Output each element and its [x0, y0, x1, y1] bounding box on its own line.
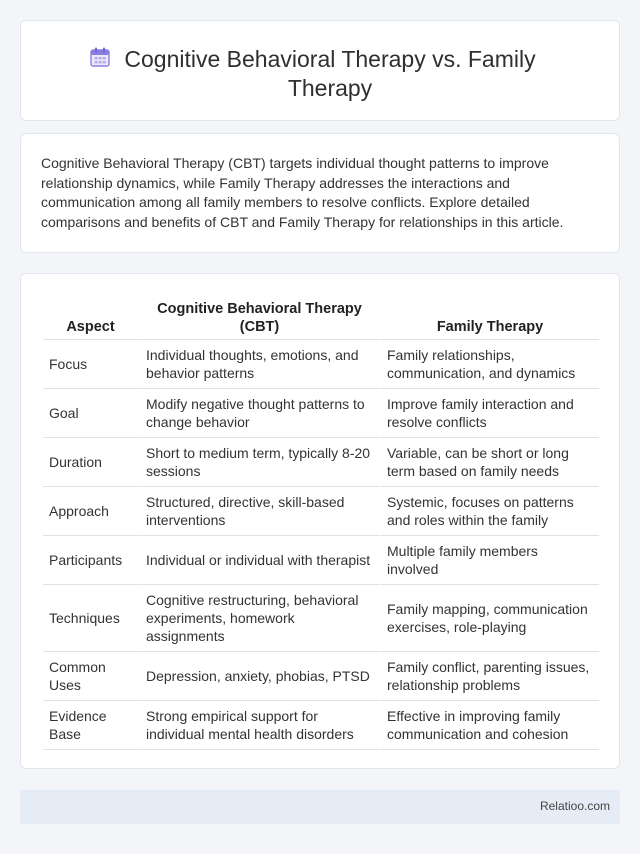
- table-row: [43, 438, 599, 487]
- header-card: [20, 20, 620, 121]
- row-cbt: Structured, directive, skill-based interventions: [138, 487, 379, 536]
- row-cbt: Individual or individual with therapist: [138, 536, 379, 585]
- table-row: [43, 487, 599, 536]
- row-aspect: Techniques: [43, 585, 138, 652]
- row-family: Systemic, focuses on patterns and roles within the family: [379, 487, 599, 536]
- table-row: [43, 340, 599, 389]
- row-family: Variable, can be short or long term based on family needs: [379, 438, 599, 487]
- row-cbt: Cognitive restructuring, behavioral experiments, homework assignments: [138, 585, 379, 652]
- row-family: Effective in improving family communication and cohesion: [379, 701, 599, 750]
- row-aspect: Duration: [43, 438, 138, 487]
- header-cbt: Cognitive Behavioral Therapy (CBT): [138, 296, 379, 340]
- table-row: [43, 652, 599, 701]
- row-family: Family conflict, parenting issues, relationship problems: [379, 652, 599, 701]
- table-row: [43, 389, 599, 438]
- intro-text: Cognitive Behavioral Therapy (CBT) targets individual thought patterns to improve relationship dynamics, while Family Therapy addresses the interactions and communication among all family members to resolve conflicts. Explore detailed comparisons and benefits of CBT and Family Therapy for relationships in this article.: [41, 155, 564, 230]
- table-row: [43, 701, 599, 750]
- intro-card: [20, 133, 620, 253]
- row-aspect: Focus: [43, 340, 138, 389]
- footer: [20, 790, 620, 824]
- row-cbt: Modify negative thought patterns to change behavior: [138, 389, 379, 438]
- footer-brand[interactable]: Relatioo.com: [539, 799, 610, 813]
- row-aspect: Approach: [43, 487, 138, 536]
- row-cbt: Short to medium term, typically 8-20 sessions: [138, 438, 379, 487]
- header-family: Family Therapy: [379, 296, 599, 340]
- table-row: [43, 585, 599, 652]
- row-aspect: Goal: [43, 389, 138, 438]
- row-aspect: Evidence Base: [43, 701, 138, 750]
- row-cbt: Individual thoughts, emotions, and behavior patterns: [138, 340, 379, 389]
- row-family: Multiple family members involved: [379, 536, 599, 585]
- row-cbt: Strong empirical support for individual mental health disorders: [138, 701, 379, 750]
- table-row: [43, 536, 599, 585]
- title-wrap: [81, 45, 579, 103]
- table-header-row: [43, 296, 599, 340]
- comparison-table-card: [20, 273, 620, 769]
- row-family: Family relationships, communication, and dynamics: [379, 340, 599, 389]
- row-cbt: Depression, anxiety, phobias, PTSD: [138, 652, 379, 701]
- row-family: Family mapping, communication exercises, role-playing: [379, 585, 599, 652]
- row-aspect: Participants: [43, 536, 138, 585]
- page-title: Cognitive Behavioral Therapy vs. Family Therapy: [124, 46, 536, 101]
- row-aspect: Common Uses: [43, 652, 138, 701]
- header-aspect: Aspect: [43, 296, 138, 340]
- comparison-table: [43, 296, 599, 750]
- row-family: Improve family interaction and resolve conflicts: [379, 389, 599, 438]
